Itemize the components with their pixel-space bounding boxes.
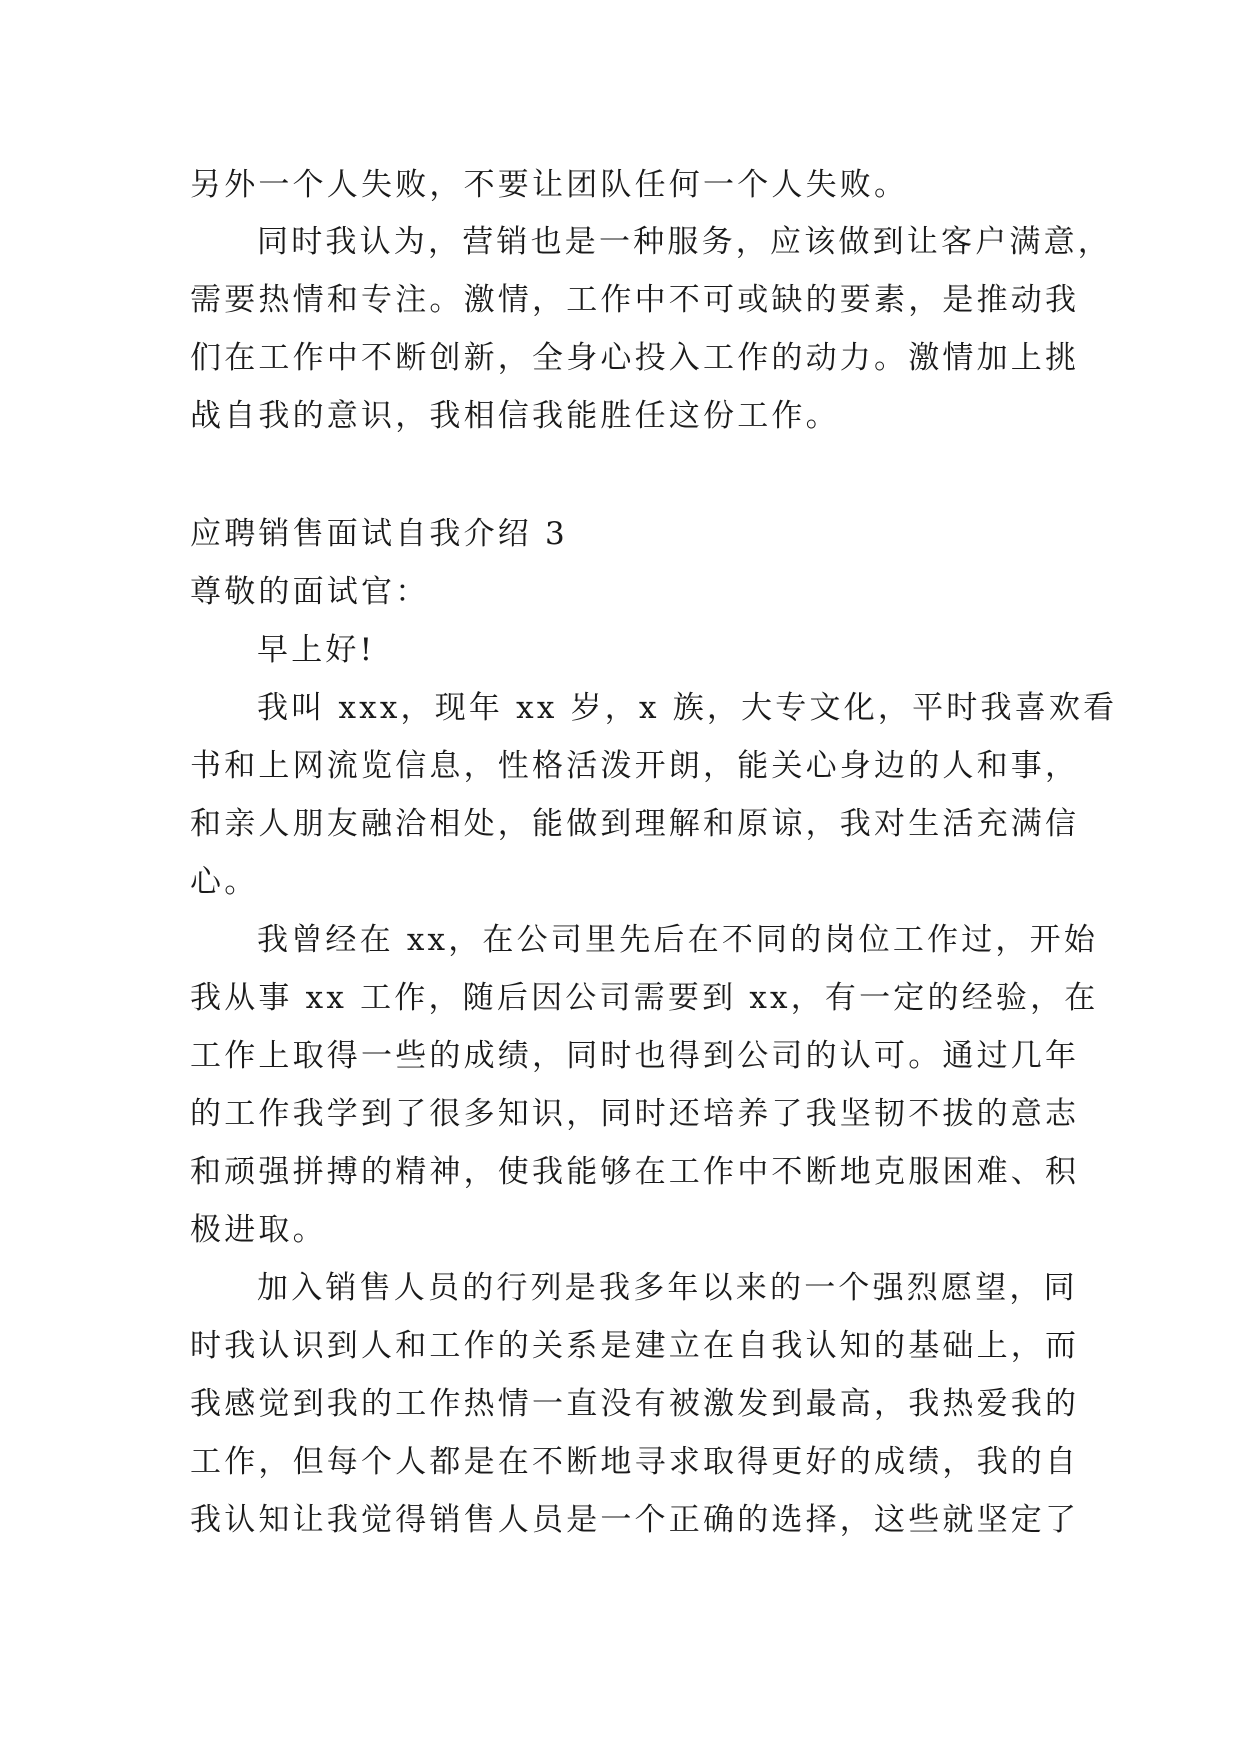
text-line: 同时我认为，营销也是一种服务，应该做到让客户满意， — [257, 224, 1112, 260]
salutation: 尊敬的面试官： — [190, 574, 430, 610]
text-line: 时我认识到人和工作的关系是建立在自我认知的基础上，而 — [190, 1328, 1080, 1364]
text-line: 心。 — [190, 864, 259, 900]
text-line: 书和上网流览信息，性格活泼开朗，能关心身边的人和事， — [190, 748, 1080, 784]
text-line: 极进取。 — [190, 1212, 327, 1248]
text-line: 加入销售人员的行列是我多年以来的一个强烈愿望，同 — [257, 1270, 1078, 1306]
text-line: 和亲人朋友融洽相处，能做到理解和原谅，我对生活充满信 — [190, 806, 1080, 842]
text-line: 我认知让我觉得销售人员是一个正确的选择，这些就坚定了 — [190, 1502, 1080, 1538]
section-heading: 应聘销售面试自我介绍 3 — [190, 516, 568, 552]
text-line: 我感觉到我的工作热情一直没有被激发到最高，我热爱我的 — [190, 1386, 1080, 1422]
text-line: 的工作我学到了很多知识，同时还培养了我坚韧不拔的意志 — [190, 1096, 1080, 1132]
text-line: 们在工作中不断创新，全身心投入工作的动力。激情加上挑 — [190, 340, 1080, 376]
text-line: 另外一个人失败，不要让团队任何一个人失败。 — [190, 167, 909, 203]
text-line: 战自我的意识，我相信我能胜任这份工作。 — [190, 398, 840, 434]
text-line: 工作上取得一些的成绩，同时也得到公司的认可。通过几年 — [190, 1038, 1080, 1074]
text-line: 需要热情和专注。激情，工作中不可或缺的要素，是推动我 — [190, 282, 1080, 318]
greeting: 早上好! — [257, 632, 376, 668]
text-line: 和顽强拼搏的精神，使我能够在工作中不断地克服困难、积 — [190, 1154, 1080, 1190]
text-line: 我曾经在 xx，在公司里先后在不同的岗位工作过，开始 — [257, 922, 1099, 958]
text-line: 工作，但每个人都是在不断地寻求取得更好的成绩，我的自 — [190, 1444, 1080, 1480]
text-line: 我叫 xxx，现年 xx 岁，x 族，大专文化，平时我喜欢看 — [257, 690, 1118, 726]
text-line: 我从事 xx 工作，随后因公司需要到 xx，有一定的经验，在 — [190, 980, 1099, 1016]
